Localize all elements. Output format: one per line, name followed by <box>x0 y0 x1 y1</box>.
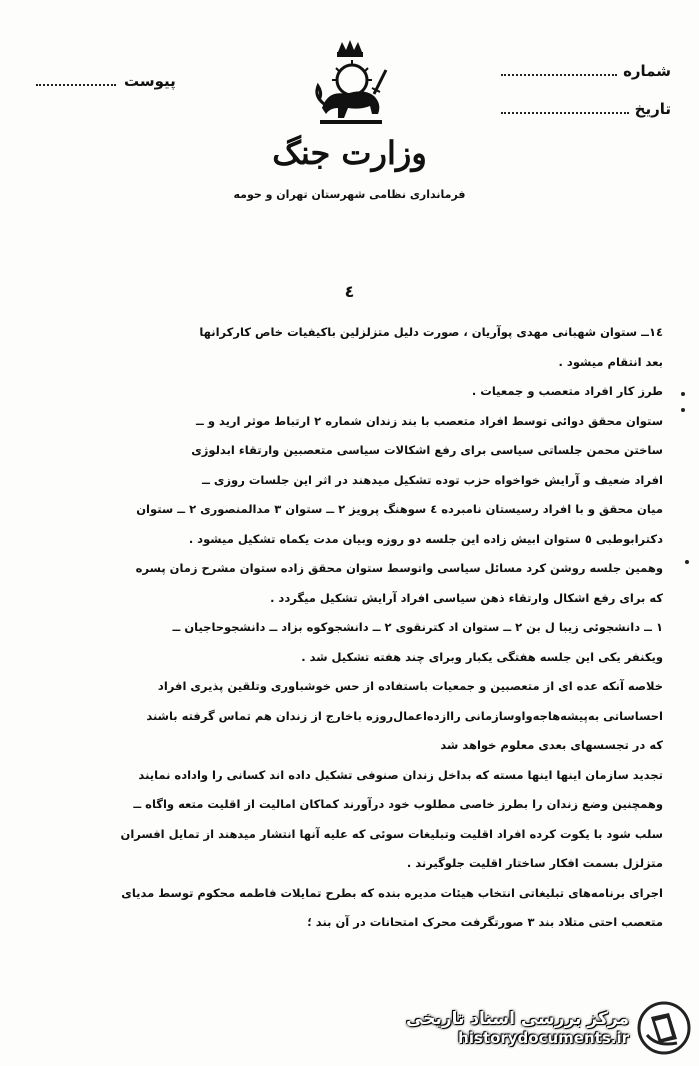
ministry-title: وزارت جنگ <box>272 134 427 172</box>
attachment-dotted-line <box>36 74 116 86</box>
body-line: بعد انتقام میشود . <box>558 354 663 369</box>
margin-speck <box>685 560 689 564</box>
archive-watermark <box>406 1000 691 1056</box>
archive-logo-icon <box>637 1001 691 1055</box>
date-dotted-line <box>501 102 629 114</box>
body-line: ساختن محمن جلساتی سیاسی برای رفع اشکالات سیاسی متعصبین وارتقاء ابدلوژی <box>191 443 663 457</box>
letter-reference-block <box>501 62 671 138</box>
margin-speck <box>681 408 685 412</box>
body-line: خلاصه آنکه عده ای از متعصبین و جمعیات باستفاده از حس خوشباوری وتلقین پذیری افراد <box>157 679 663 693</box>
body-line: تجدید سازمان اینها اینها مسته که بداخل زندان صنوفی تشکیل داده اند کسانی را واداده نمایند <box>138 767 663 782</box>
number-field <box>501 62 671 80</box>
body-line: متعصب احتی متلاد بند ٣ صورتگرفت محرک امتحانات در آن بند ؛ <box>307 915 663 929</box>
body-line: متزلزل بسمت افکار ساختار اقلیت جلوگیرند . <box>406 856 663 870</box>
body-line: اجرای برنامه‌های تبلیغاتی انتخاب هیئات مدیره بنده که بطرح تمایلات فاطمه محکوم توسط مدیای <box>121 885 663 900</box>
date-field <box>501 100 671 118</box>
attachment-label: پیوست <box>124 72 176 90</box>
number-label: شماره <box>623 62 671 80</box>
page-number: ٤ <box>344 282 355 301</box>
body-line: دکترابوطبی ٥ ستوان ابیش زاده این جلسه دو روزه وبیان مدت یکماه تشکیل میشود . <box>188 531 663 546</box>
body-line: که در تجسسهای بعدی معلوم خواهد شد <box>440 738 663 752</box>
document-body <box>30 318 663 938</box>
body-line: ستوان محقق دوائی توسط افراد متعصب با بند زندان شماره ٢ ارتباط موثر ارید و ــ <box>195 413 663 428</box>
body-line: میان محقق و با افراد رسیستان نامبرده ٤ سوهنگ پرویز ٢ ــ ستوان ٣ مدالمنصوری ٢ ــ ستوان <box>136 502 663 516</box>
attachment-field <box>36 72 176 90</box>
body-line: وهمچنین وضع زندان را بطرز خاصی مطلوب خود درآورند کماکان امالیت از اقلیت متعه واگاه ــ <box>133 797 663 811</box>
watermark-org-name: مرکز بررسی اسناد تاریخی <box>406 1009 629 1029</box>
watermark-text <box>406 1009 629 1047</box>
body-line: ١ ــ دانشجوئی زیبا ل بن ٢ ــ ستوان اد کترنقوی ٢ ــ دانشجوکوه بزاد ــ دانشجوحاجیان ــ <box>172 620 663 634</box>
date-label: تاریخ <box>634 100 671 118</box>
body-line: احساساتی به‌پیشه‌ها‌جه‌وا‌و‌سازمانی را‌ازده‌اعمال‌روزه باخارج از زندان هم تماس گرفته باشند <box>146 708 663 723</box>
margin-speck <box>681 392 685 396</box>
lion-and-sun-emblem <box>308 38 392 130</box>
body-line: ١٤ــ ستوان شهبانی مهدی پوآریان ، صورت دلیل متزلزلین باکیفیات خاص کارکرانها <box>199 325 663 339</box>
watermark-url: historydocuments.ir <box>458 1029 629 1047</box>
office-subtitle: فرمانداری نظامی شهرستان تهران و حومه <box>233 188 466 201</box>
body-line: ویکنفر یکی این جلسه هفتگی یکبار وبرای چند هفته تشکیل شد . <box>301 649 663 664</box>
body-line: سلب شود با یکوت کرده افراد اقلیت وتبلیغات سوئی که علیه آنها انتشار میدهند از تمایل افسران <box>120 826 663 841</box>
body-line: که برای رفع اشکال وارتقاء ذهن سیاسی افراد آرایش تشکیل میگردد . <box>270 590 663 605</box>
body-line: وهمین جلسه روشن کرد مسائل سیاسی واتوسط ستوان محقق زاده ستوان مشرح زمان پسره <box>135 561 663 575</box>
body-line: افراد ضعیف و آرایش خواخواه حزب توده تشکیل میدهند در اثر این جلسات روزی ــ <box>202 472 663 487</box>
number-dotted-line <box>501 64 617 76</box>
body-line: طرز کار افراد متعصب و جمعیات . <box>471 384 663 398</box>
